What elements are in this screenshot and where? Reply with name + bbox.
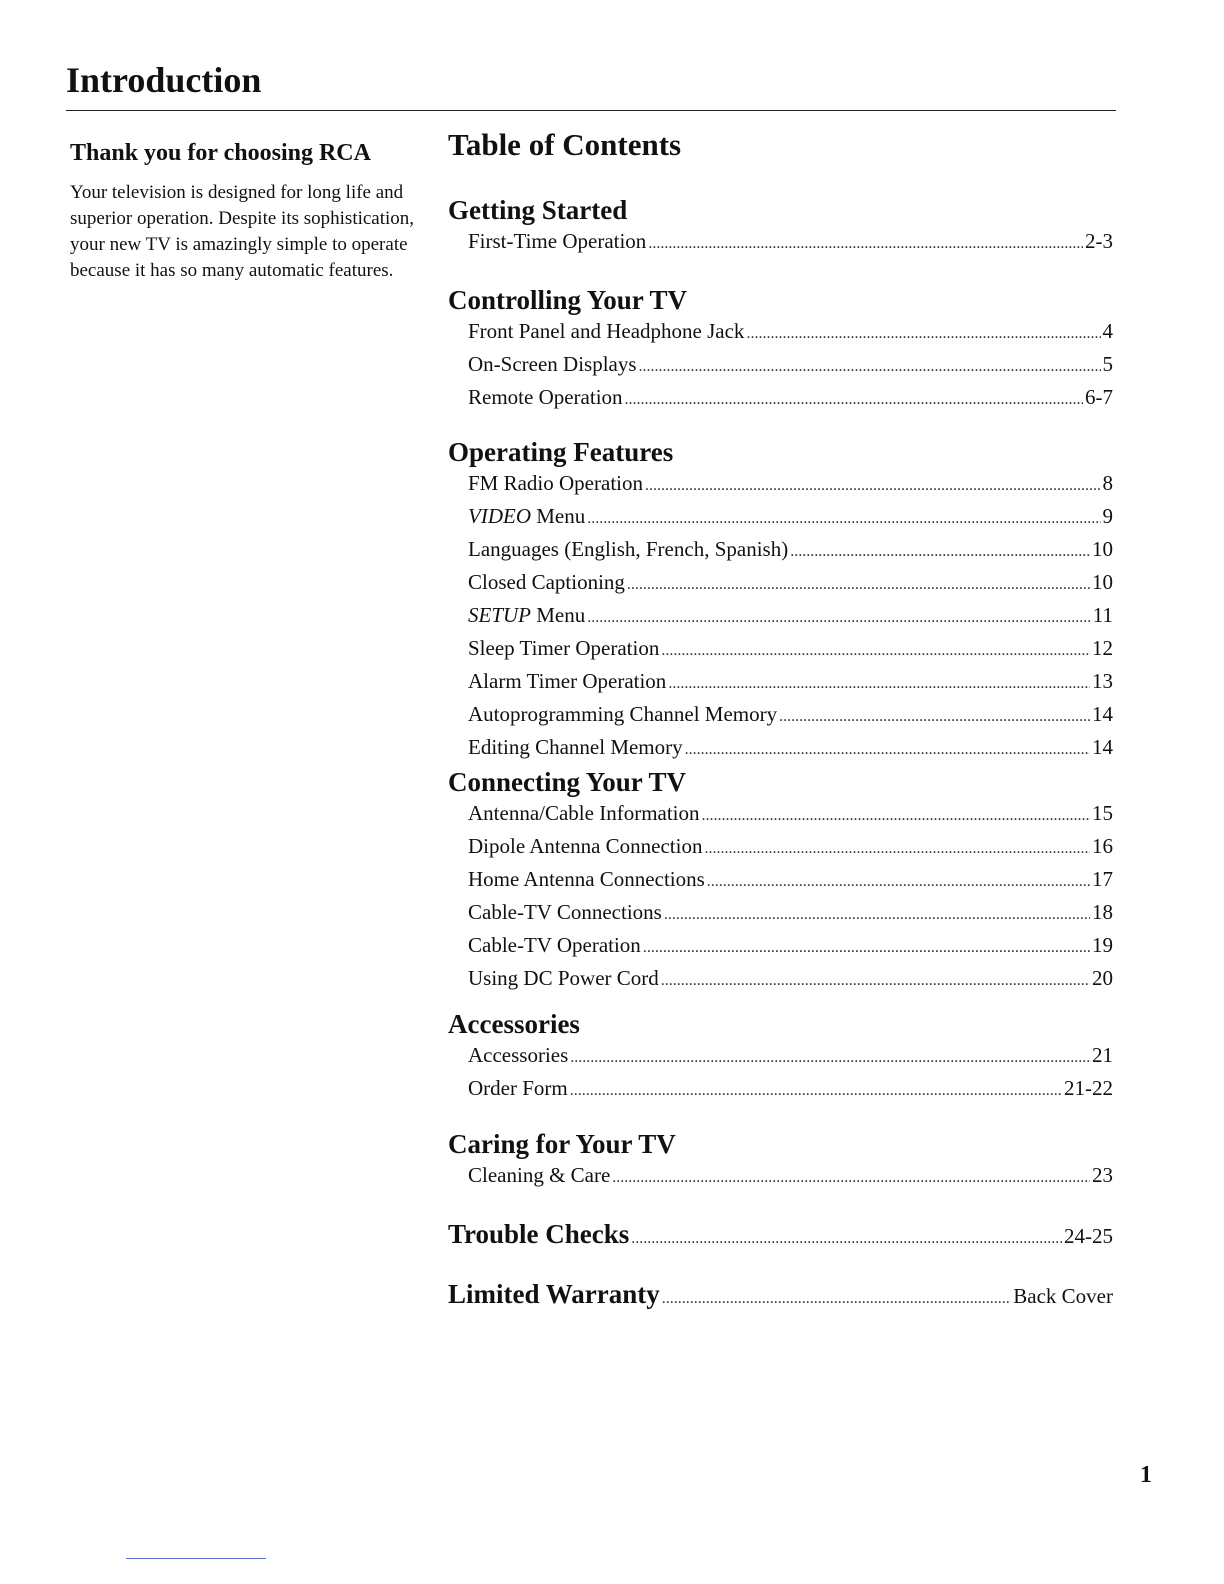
entry-label: Editing Channel Memory <box>468 735 683 759</box>
entry-page: 18 <box>1092 900 1113 924</box>
entry-label: Cable-TV Connections <box>468 900 662 924</box>
dot-leader <box>639 352 1101 382</box>
toc-entry[interactable] <box>468 1073 1113 1106</box>
dot-leader <box>587 504 1100 534</box>
toc-entry[interactable] <box>468 1160 1113 1193</box>
toc-entry[interactable] <box>468 864 1113 897</box>
entry-label: Remote Operation <box>468 385 623 409</box>
entry-label: Antenna/Cable Information <box>468 801 700 825</box>
dot-leader <box>668 669 1090 699</box>
entry-page: 10 <box>1092 537 1113 561</box>
entry-label: First-Time Operation <box>468 229 647 253</box>
dot-leader <box>643 933 1090 963</box>
entry-page: 14 <box>1092 735 1113 759</box>
toc-entry-limited-warranty[interactable] <box>448 1278 1113 1315</box>
toc-entry[interactable] <box>468 831 1113 864</box>
dot-leader <box>702 801 1090 831</box>
dot-leader <box>627 570 1090 600</box>
entry-page: 20 <box>1092 966 1113 990</box>
entry-page: 8 <box>1102 471 1113 495</box>
dot-leader <box>662 1283 1012 1315</box>
page-number: 1 <box>1140 1462 1152 1488</box>
entry-page: 14 <box>1092 702 1113 726</box>
entry-label: Home Antenna Connections <box>468 867 705 891</box>
entry-page: 2-3 <box>1085 229 1113 253</box>
entry-page: 6-7 <box>1085 385 1113 409</box>
page-title: Introduction <box>66 60 262 100</box>
toc-entry[interactable] <box>468 226 1113 259</box>
toc-entry[interactable] <box>468 600 1113 633</box>
entry-page: 5 <box>1102 352 1113 376</box>
dot-leader <box>587 603 1091 633</box>
dot-leader <box>707 867 1090 897</box>
intro-heading: Thank you for choosing RCA <box>70 140 371 166</box>
toc-section-accessories <box>448 1008 1113 1106</box>
toc-entry[interactable] <box>468 468 1113 501</box>
entry-page: 9 <box>1102 504 1113 528</box>
entry-page: 13 <box>1092 669 1113 693</box>
entry-label: Cable-TV Operation <box>468 933 641 957</box>
entry-page: 19 <box>1092 933 1113 957</box>
toc-entry[interactable] <box>468 1040 1113 1073</box>
dot-leader <box>790 537 1090 567</box>
entry-page: 23 <box>1092 1163 1113 1187</box>
entry-label-rest: Menu <box>530 504 586 528</box>
entry-page: 16 <box>1092 834 1113 858</box>
dot-leader <box>704 834 1090 864</box>
entry-page: 21-22 <box>1064 1076 1113 1100</box>
dot-leader <box>570 1043 1090 1073</box>
dot-leader <box>645 471 1101 501</box>
header-divider <box>66 110 1116 111</box>
entry-label: Alarm Timer Operation <box>468 669 667 693</box>
toc-section-caring-for-your-tv <box>448 1128 1113 1193</box>
entry-label: Languages (English, French, Spanish) <box>468 537 789 561</box>
toc-entry[interactable] <box>468 930 1113 963</box>
section-heading: Controlling Your TV <box>448 285 688 315</box>
entry-label: On-Screen Displays <box>468 352 637 376</box>
toc-section-operating-features <box>448 436 1113 765</box>
table-of-contents <box>448 127 1113 1309</box>
entry-page: 10 <box>1092 570 1113 594</box>
entry-label: Trouble Checks <box>448 1219 630 1249</box>
toc-entry[interactable] <box>468 633 1113 666</box>
entry-page: 24-25 <box>1064 1224 1113 1248</box>
toc-entry[interactable] <box>468 567 1113 600</box>
toc-entry[interactable] <box>468 699 1113 732</box>
entry-label: Autoprogramming Channel Memory <box>468 702 778 726</box>
toc-entry[interactable] <box>468 316 1113 349</box>
entry-page: 12 <box>1092 636 1113 660</box>
toc-entry[interactable] <box>468 349 1113 382</box>
entry-label-italic: SETUP <box>468 603 531 627</box>
entry-page: 21 <box>1092 1043 1113 1067</box>
toc-entry[interactable] <box>468 897 1113 930</box>
section-heading: Operating Features <box>448 437 674 467</box>
section-heading: Caring for Your TV <box>448 1129 676 1159</box>
dot-leader <box>661 636 1090 666</box>
entry-label: Front Panel and Headphone Jack <box>468 319 745 343</box>
entry-label: FM Radio Operation <box>468 471 643 495</box>
toc-entry-trouble-checks[interactable] <box>448 1218 1113 1255</box>
toc-entry[interactable] <box>468 732 1113 765</box>
toc-section-getting-started <box>448 194 1113 259</box>
entry-page: 4 <box>1102 319 1113 343</box>
toc-entry[interactable] <box>468 382 1113 415</box>
toc-title: Table of Contents <box>448 127 682 162</box>
dot-leader <box>661 966 1090 996</box>
entry-label <box>468 600 585 630</box>
footer-rule <box>126 1558 266 1559</box>
dot-leader <box>570 1076 1062 1106</box>
entry-label: Closed Captioning <box>468 570 625 594</box>
dot-leader <box>612 1163 1090 1193</box>
entry-page: 11 <box>1092 603 1113 627</box>
intro-column <box>70 140 415 284</box>
section-heading: Accessories <box>448 1009 580 1039</box>
dot-leader <box>648 229 1083 259</box>
entry-label: Dipole Antenna Connection <box>468 834 703 858</box>
entry-label: Using DC Power Cord <box>468 966 659 990</box>
section-heading: Getting Started <box>448 195 628 225</box>
entry-page: 15 <box>1092 801 1113 825</box>
entry-page: 17 <box>1092 867 1113 891</box>
toc-section-connecting-your-tv <box>448 766 1113 996</box>
dot-leader <box>625 385 1083 415</box>
section-heading: Connecting Your TV <box>448 767 687 797</box>
entry-label: Accessories <box>468 1043 569 1067</box>
toc-entry[interactable] <box>468 534 1113 567</box>
toc-entry[interactable] <box>468 666 1113 699</box>
dot-leader <box>779 702 1090 732</box>
entry-label-italic: VIDEO <box>468 504 531 528</box>
toc-entry[interactable] <box>468 963 1113 996</box>
entry-label-rest: Menu <box>531 603 586 627</box>
toc-entry[interactable] <box>468 501 1113 534</box>
entry-label: Order Form <box>468 1076 568 1100</box>
page-header <box>66 62 1116 98</box>
entry-page: Back Cover <box>1013 1284 1113 1308</box>
entry-label: Limited Warranty <box>448 1279 660 1309</box>
toc-entry[interactable] <box>468 798 1113 831</box>
dot-leader <box>664 900 1090 930</box>
entry-label: Sleep Timer Operation <box>468 636 660 660</box>
intro-paragraph: Your television is designed for long life and superior operation. Despite its sophistication, your new TV is amazingly simple to operate because it has so many automatic features. <box>70 182 415 282</box>
entry-label <box>468 501 585 531</box>
dot-leader <box>631 1223 1062 1255</box>
dot-leader <box>685 735 1090 765</box>
entry-label: Cleaning & Care <box>468 1163 611 1187</box>
dot-leader <box>746 319 1100 349</box>
toc-section-controlling-your-tv <box>448 284 1113 415</box>
